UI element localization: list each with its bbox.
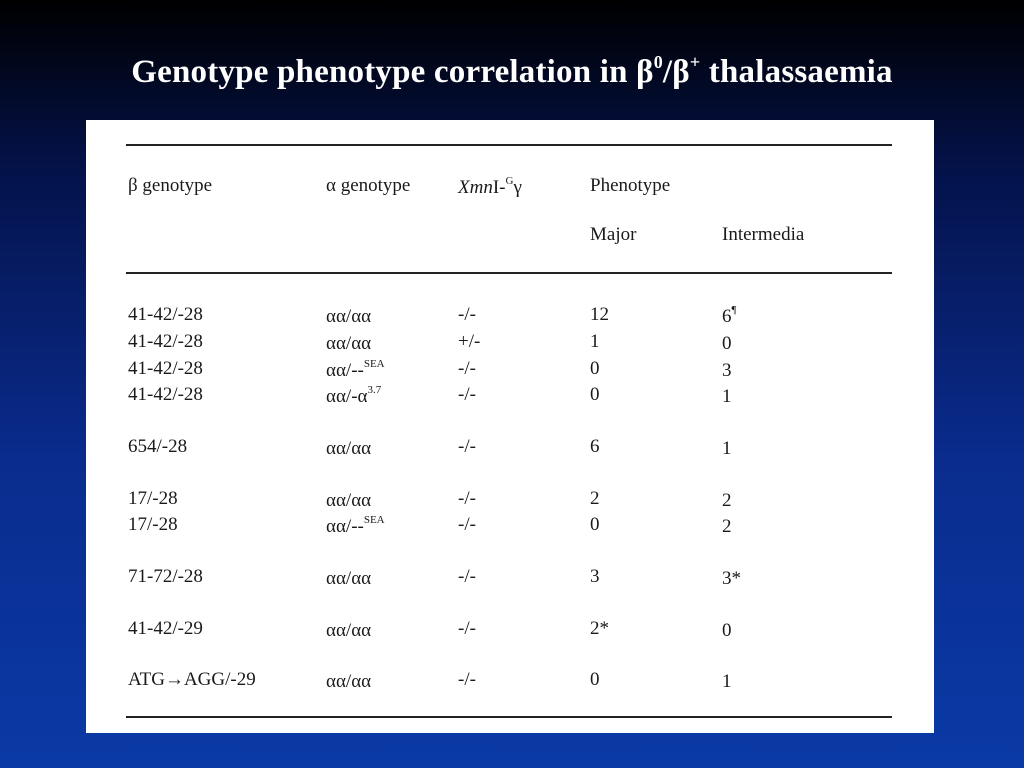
beta-value: 17/-28 [128, 488, 178, 509]
header-intermedia: Intermedia [722, 224, 805, 245]
row-beta-genotype [128, 514, 178, 536]
row-xmn [458, 384, 476, 406]
table-top-rule [126, 144, 892, 146]
intermedia-sup: ¶ [731, 304, 737, 316]
alpha-value: αα/αα [326, 490, 372, 511]
header-xmn-gamma: γ [513, 177, 522, 198]
beta-value: 41-42/-28 [128, 384, 203, 405]
row-major [590, 436, 600, 458]
row-xmn [458, 669, 476, 691]
row-intermedia [722, 436, 732, 460]
beta-value: 41-42/-28 [128, 304, 203, 325]
row-xmn [458, 331, 480, 353]
row-beta-genotype [128, 566, 203, 588]
genotype-table [86, 120, 934, 733]
xmn-value: -/- [458, 436, 476, 457]
title-sup-1: 0 [653, 52, 663, 72]
row-major [590, 358, 600, 380]
row-intermedia [722, 566, 741, 590]
xmn-value: -/- [458, 669, 476, 690]
row-major [590, 304, 609, 326]
major-value: 0 [590, 384, 600, 405]
major-value: 2 [590, 488, 600, 509]
row-alpha-genotype [326, 669, 371, 693]
row-alpha-genotype [326, 618, 371, 642]
row-intermedia [722, 618, 732, 642]
row-beta-genotype [128, 331, 203, 353]
header-xmn-sup: G [505, 175, 514, 187]
intermedia-value: 0 [722, 333, 732, 354]
row-major [590, 566, 600, 588]
alpha-value: αα/-α [326, 386, 368, 407]
major-value: 2* [590, 618, 609, 639]
row-alpha-genotype [326, 488, 371, 512]
alpha-value: αα/αα [326, 568, 372, 589]
beta-value: 17/-28 [128, 514, 178, 535]
xmn-value: -/- [458, 488, 476, 509]
xmn-value: -/- [458, 384, 476, 405]
row-intermedia [722, 304, 736, 328]
major-value: 12 [590, 304, 609, 325]
row-alpha-genotype [326, 384, 381, 408]
table-bottom-rule [126, 716, 892, 718]
alpha-sup: 3.7 [367, 384, 382, 396]
header-major: Major [590, 224, 637, 245]
beta-value: 41-42/-28 [128, 358, 203, 379]
alpha-value: αα/αα [326, 333, 372, 354]
intermedia-value: 6 [722, 306, 732, 327]
major-value: 0 [590, 358, 600, 379]
beta-value: 654/-28 [128, 436, 188, 457]
title-suffix: thalassaemia [700, 54, 893, 90]
header-beta-genotype: β genotype [128, 175, 213, 196]
row-intermedia [722, 488, 732, 512]
row-beta-genotype [128, 618, 203, 640]
intermedia-value: 1 [722, 438, 732, 459]
beta-value: 71-72/-28 [128, 566, 203, 587]
header-phenotype: Phenotype [590, 175, 671, 196]
header-xmn-rest: I- [492, 177, 506, 198]
beta-value: 41-42/-28 [128, 331, 203, 352]
xmn-value: -/- [458, 304, 476, 325]
row-beta-genotype [128, 358, 203, 380]
beta-value: 41-42/-29 [128, 618, 203, 639]
alpha-sup: SEA [363, 358, 385, 370]
intermedia-value: 2 [722, 490, 732, 511]
alpha-value: αα/αα [326, 671, 372, 692]
alpha-value: αα/αα [326, 306, 372, 327]
major-value: 3 [590, 566, 600, 587]
intermedia-value: 1 [722, 386, 732, 407]
row-beta-genotype [128, 669, 256, 691]
header-xmn-italic: Xmn [458, 177, 493, 198]
row-beta-genotype [128, 304, 203, 326]
title-sup-2: + [689, 52, 701, 72]
header-alpha-genotype: α genotype [326, 175, 411, 196]
row-alpha-genotype [326, 514, 385, 538]
row-beta-genotype [128, 436, 187, 458]
row-intermedia [722, 669, 732, 693]
row-alpha-genotype [326, 566, 371, 590]
table-header-rule [126, 272, 892, 274]
alpha-value: αα/αα [326, 620, 372, 641]
intermedia-value: 0 [722, 620, 732, 641]
slide-title [0, 52, 1024, 91]
row-xmn [458, 488, 476, 510]
xmn-value: -/- [458, 358, 476, 379]
row-xmn [458, 514, 476, 536]
row-alpha-genotype [326, 436, 371, 460]
alpha-sup: SEA [363, 514, 385, 526]
row-major [590, 488, 600, 510]
xmn-value: -/- [458, 618, 476, 639]
major-value: 0 [590, 669, 600, 690]
row-major [590, 331, 600, 353]
row-xmn [458, 436, 476, 458]
alpha-value: αα/-- [326, 516, 364, 537]
intermedia-value: 3* [722, 568, 741, 589]
major-value: 1 [590, 331, 600, 352]
intermedia-value: 3 [722, 360, 732, 381]
major-value: 0 [590, 514, 600, 535]
row-xmn [458, 618, 476, 640]
row-intermedia [722, 384, 732, 408]
row-intermedia [722, 514, 732, 538]
title-prefix: Genotype phenotype correlation in β [131, 54, 654, 90]
header-xmn [458, 175, 522, 199]
alpha-value: αα/αα [326, 438, 372, 459]
beta-value: ATG→AGG/-29 [128, 669, 256, 690]
xmn-value: -/- [458, 514, 476, 535]
row-alpha-genotype [326, 358, 385, 382]
row-major [590, 514, 600, 536]
row-intermedia [722, 331, 732, 355]
intermedia-value: 2 [722, 516, 732, 537]
intermedia-value: 1 [722, 671, 732, 692]
row-intermedia [722, 358, 732, 382]
xmn-value: +/- [458, 331, 481, 352]
row-beta-genotype [128, 384, 203, 406]
row-xmn [458, 566, 476, 588]
row-major [590, 384, 600, 406]
alpha-value: αα/-- [326, 360, 364, 381]
xmn-value: -/- [458, 566, 476, 587]
row-alpha-genotype [326, 331, 371, 355]
row-xmn [458, 358, 476, 380]
title-middle: /β [662, 54, 690, 90]
row-beta-genotype [128, 488, 178, 510]
row-major [590, 669, 600, 691]
major-value: 6 [590, 436, 600, 457]
row-xmn [458, 304, 476, 326]
row-alpha-genotype [326, 304, 371, 328]
row-major [590, 618, 609, 640]
